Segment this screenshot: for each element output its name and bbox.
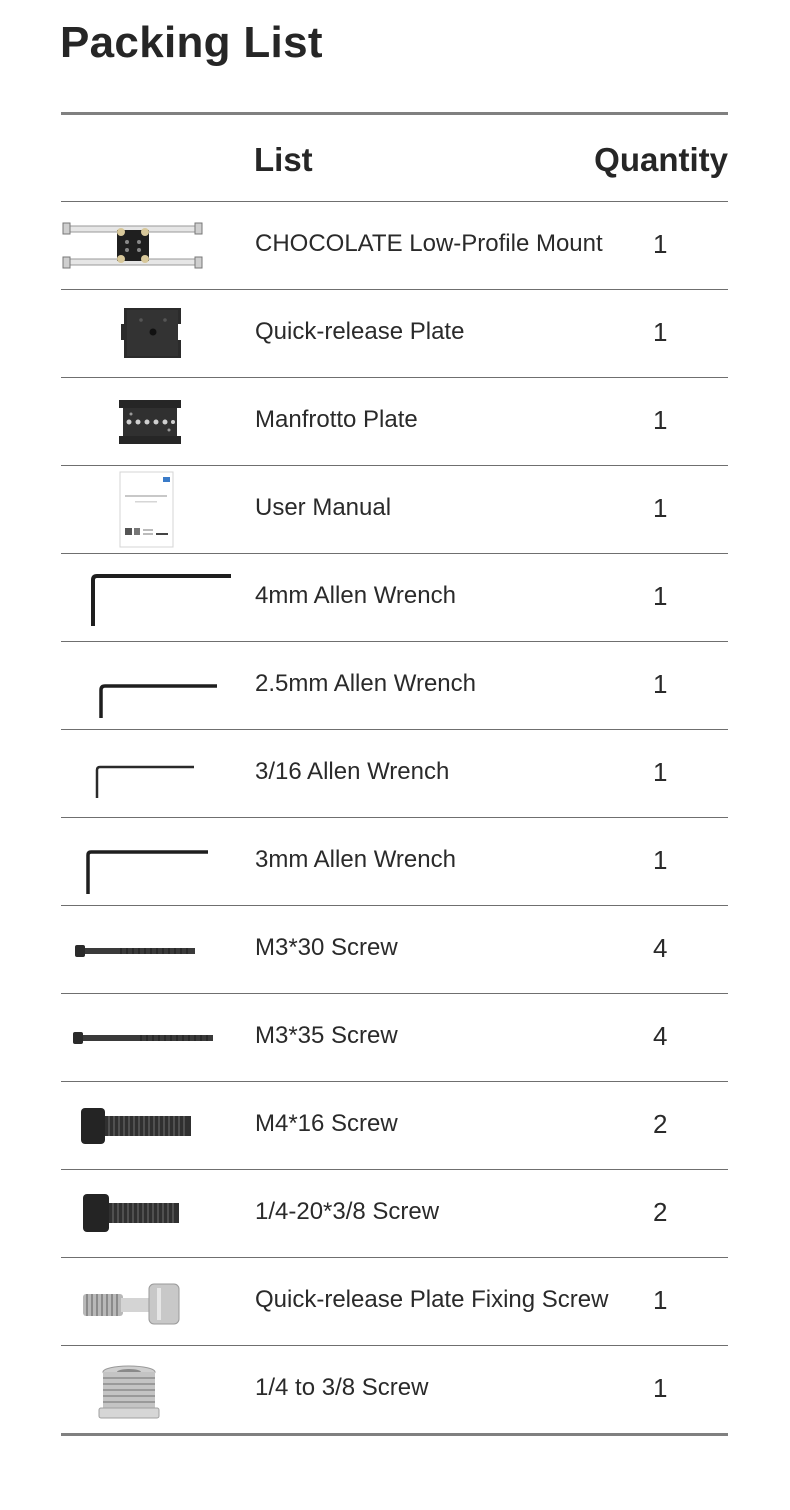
table-row xyxy=(61,1170,728,1258)
item-name: 4mm Allen Wrench xyxy=(255,582,456,609)
table-row xyxy=(61,1082,728,1170)
item-name: Quick-release Plate xyxy=(255,318,465,345)
item-quantity: 2 xyxy=(653,1197,668,1227)
item-quantity: 1 xyxy=(653,229,668,259)
table-row xyxy=(61,554,728,642)
long-screw-icon xyxy=(61,994,233,1081)
packing-list-table xyxy=(61,112,728,1436)
table-row xyxy=(61,994,728,1082)
item-quantity: 1 xyxy=(653,757,668,787)
table-row xyxy=(61,378,728,466)
long-screw-icon xyxy=(61,906,233,993)
item-name: 3/16 Allen Wrench xyxy=(255,758,450,785)
low-profile-mount-icon xyxy=(61,202,233,289)
list-column-header: List xyxy=(254,141,313,178)
table-row xyxy=(61,730,728,818)
manfrotto-plate-icon xyxy=(61,378,233,465)
table-row xyxy=(61,1258,728,1346)
item-name: 3mm Allen Wrench xyxy=(255,846,456,873)
socket-screw-icon xyxy=(61,1082,233,1169)
item-name: User Manual xyxy=(255,494,392,521)
fixing-screw-icon xyxy=(61,1258,233,1345)
item-quantity: 1 xyxy=(653,317,668,347)
table-row xyxy=(61,906,728,994)
item-name: Manfrotto Plate xyxy=(255,406,418,433)
table-row xyxy=(61,818,728,906)
table-row xyxy=(61,1346,728,1436)
page-title: Packing List xyxy=(60,18,323,67)
quantity-column-header: Quantity xyxy=(594,141,728,178)
table-row xyxy=(61,466,728,554)
item-name: 1/4 to 3/8 Screw xyxy=(255,1374,429,1401)
table-row xyxy=(61,642,728,730)
socket-screw-icon xyxy=(61,1170,233,1257)
item-name: M3*30 Screw xyxy=(255,934,398,961)
item-quantity: 1 xyxy=(653,1285,668,1315)
allen-wrench-icon xyxy=(61,554,233,641)
item-quantity: 4 xyxy=(653,933,668,963)
item-name: CHOCOLATE Low-Profile Mount xyxy=(255,230,603,257)
allen-wrench-icon xyxy=(61,730,233,817)
user-manual-icon xyxy=(61,466,233,553)
item-quantity: 1 xyxy=(653,405,668,435)
item-quantity: 1 xyxy=(653,1373,668,1403)
item-name: M3*35 Screw xyxy=(255,1022,398,1049)
item-name: M4*16 Screw xyxy=(255,1110,398,1137)
item-name: Quick-release Plate Fixing Screw xyxy=(255,1286,609,1313)
item-quantity: 2 xyxy=(653,1109,668,1139)
item-quantity: 4 xyxy=(653,1021,668,1051)
item-name: 2.5mm Allen Wrench xyxy=(255,670,476,697)
table-row xyxy=(61,202,728,290)
table-row xyxy=(61,290,728,378)
allen-wrench-icon xyxy=(61,818,233,905)
item-quantity: 1 xyxy=(653,493,668,523)
item-quantity: 1 xyxy=(653,845,668,875)
item-name: 1/4-20*3/8 Screw xyxy=(255,1198,440,1225)
item-quantity: 1 xyxy=(653,669,668,699)
item-quantity: 1 xyxy=(653,581,668,611)
quick-release-plate-icon xyxy=(61,290,233,377)
adapter-screw-icon xyxy=(61,1346,233,1433)
allen-wrench-icon xyxy=(61,642,233,729)
table-header xyxy=(61,115,728,202)
